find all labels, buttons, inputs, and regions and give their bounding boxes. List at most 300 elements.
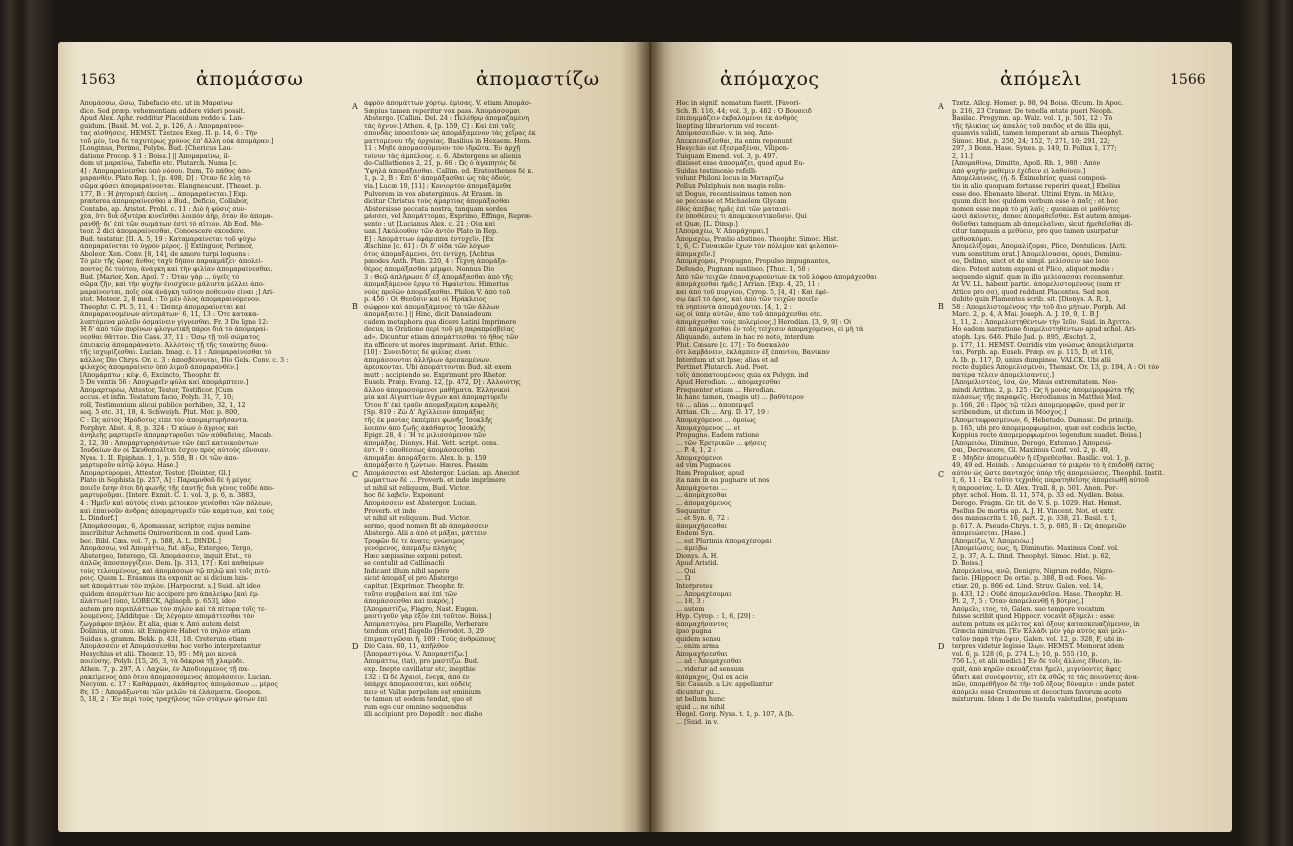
text-line: ποιεύσης. Polyb. [15, 26, 3, τὰ δάκρυα τῇ χλαμύδι. <box>80 658 245 666</box>
text-line: Theophr. C. Pl. 5, 11, 4 : Ὥσπερ ἀπομαραίνεται καὶ <box>80 303 247 311</box>
text-line: ... [Suid. in v. <box>676 718 719 726</box>
text-line: rum ego cur omnino sequendus <box>364 703 467 711</box>
text-line: [Ἀπομάρπτω ; κέψ. 6, Excincto, Theophr. fr. <box>80 371 221 379</box>
text-line: [Ἀπομαχέω, V. Ἀπομάχομαι.] <box>676 228 768 236</box>
text-line: ται, Porph. ap. Euseb. Præp. ev. p. 115, D, et 116, <box>952 349 1114 357</box>
text-line: ἀπόμαχος, Qui ex acie <box>676 673 749 681</box>
text-line: Ἀπομαχέω, Prælio abstineo. Theophr. Simoc. Hist. <box>676 235 839 243</box>
text-line: σώφρον καὶ ἀπομαξάμενος τὸ τῶν ἄλλων <box>364 303 500 311</box>
text-line: ... Qui <box>676 567 696 575</box>
text-line: σῶμα ζῆν, καὶ τὴν ψυχὴν ἐνισχύειν μάλιστα μέλλει ἀπο- <box>80 281 265 289</box>
text-line: ... Ἀπομαχέσομαι <box>676 590 732 598</box>
text-line: citur tamquam a μεθύειν, pro quo tamen usurpatur <box>952 228 1119 236</box>
text-line: Bud. testatur. [II. A. 5, 19 : Καταμαραίνεται τοῦ ψύχω <box>80 235 256 243</box>
text-line: 58 : Ἀπομελιστομένους τὴν τοῦ ἄιο μήτων. Porph. Ad <box>952 303 1126 311</box>
text-line: τοῦτο συμβαίνει καὶ ἐπὶ τῶν <box>364 590 457 598</box>
text-line: Dolinius, ut omu. sit Eningere Habet τὸ πηλὸν etiam <box>80 628 251 636</box>
text-line: terpres videtur legisse Ἰλῳν. HEMST. Memorat idem <box>952 643 1125 651</box>
text-line: ἐπὶ ἀπομάχεσθαι ἐν τοῖς τείχεσιν ἀπομαχόμενοι, εἰ μὴ τὰ <box>676 326 864 334</box>
text-line: ita nam in ea pugnare ut nos <box>676 477 770 485</box>
text-line: inscribitur Achmetis Oniroeriticon in cod. quod Lam- <box>80 530 252 538</box>
left-headword-right: ἀπομαστίζω <box>476 68 600 90</box>
right-page-number: 1566 <box>1170 72 1206 88</box>
text-line: νοὺς προϊὼν ἀπομάξασθαι. Philon V. ἀπὸ τοῦ <box>364 288 511 296</box>
text-line: ἀπὸ ψυχὴν μαθέμιν ἐχέδειν εἰ λαθοίνεν.] <box>952 167 1086 175</box>
text-line: 297, 3 Bonn. Hase. Synes. p. 149, D. Pollux 1, 177; <box>952 145 1117 153</box>
text-line: ρακείμενος ἀπὸ ὅτου ἀπομασσόμενος ἀπομάσσειν. Lucian. <box>80 673 272 681</box>
text-line: Græcia nimirum. [Ἐν Ἑλλάδι μὲν γὰρ αὐτὸς καὶ μελι- <box>952 628 1127 636</box>
text-line: Dio Cass. 60, 11, ἀπῆλθον <box>364 643 449 651</box>
text-line: ἀπομαχήσεσθαι <box>676 522 728 530</box>
text-line: 2, 11.] <box>952 152 973 160</box>
text-line: Epigr. 28, 4 : Ἢ τε μιλισσόμενον τῶν <box>364 432 486 440</box>
text-line: E] : Ἀπομάττων ἐφάμιππα ἐντυχεῖν. [Ex <box>364 235 494 243</box>
text-line: μία καὶ Αἰγυπτίων ἄγχων καὶ ἀπομαρτυρεῖν <box>364 394 508 402</box>
text-line: Apud Alex. Aphr. redditur Placeidum reddo s. Lan- <box>80 115 244 123</box>
text-line: mixturum. Idem 1 de De tuenda valetudine, postquam <box>952 696 1128 704</box>
left-margin-letter: C <box>352 470 359 479</box>
text-line: 11 : Μηδὲ ἀπομασσόμενον τὸν ἱδρῶτα. Ἐν ἀρχῇ <box>364 145 521 153</box>
text-line: Hæc sæpissime exponi potest. <box>364 552 463 560</box>
right-margin-letter: A <box>938 102 944 111</box>
text-line: dico. Sed præp. vehementiam addere videri possit. <box>80 107 246 115</box>
text-line: p. 617. A. Pseudo-Chrys. t. 5, p. 685, B : Ὡς ἀπομειῶν <box>952 522 1127 530</box>
text-line: κάλλος Dio Chrys. Or. c. 3 : ἀποσβέννυται, Dio Gels. Conv. c. 3 : <box>80 356 289 364</box>
text-line: Tzetz. Allcg. Homer. p. 98, 94 Boiss. Œcum. In Apoc. <box>952 100 1124 107</box>
text-line: Pl. 2, 7, 5 : Ὅταν ἀπομελανθῇ ἡ βότρυς.] <box>952 598 1084 606</box>
text-line: λυπτόμενα μόλεῦν ὀσμαίνειν γίγνεσθαι. Fr. 3 De Igne 12: <box>80 318 269 326</box>
text-line: τοὺς τελουμένους, καὶ ἀπομάσσων τῷ πηλῷ καὶ τοῖς πιτύ- <box>80 567 271 575</box>
text-line: ὅτος ἀπομαξάμενοι, ὅτι ἐντύχη. [Achtus <box>364 250 495 258</box>
text-line: quamvis validi, tamen temperant ab armis Theophyl. <box>952 130 1124 138</box>
text-line: ut nihil sit reliquum, Bud. Victor. <box>364 484 471 492</box>
text-line: ἀπομαραινομένων αὐτομάτων· 6, 11, 13 : Ὅτε κατακα- <box>80 311 259 319</box>
left-margin-letter: B <box>352 302 358 311</box>
left-column-2 <box>364 100 640 719</box>
text-line: λουμένοις. [Additque : Ὡς λέγομεν ἀπομάττεσθαι τὸν <box>80 613 255 621</box>
text-line: ... videtur ad sensum <box>676 666 744 674</box>
text-line: Hesychius et alii. Theœcr. 15, 95 : Μὴ μοι κενεά <box>80 650 237 658</box>
right-margin-letter: D <box>938 642 945 651</box>
text-line: ipso pugna <box>676 628 712 636</box>
text-line: 177, B : Ἡ ῥητορική ἐκείνη ... ἀπομαραίνεται.] Exp. <box>80 190 248 198</box>
text-line: dico. Potest autem exponi et Plico, aliquot modis : <box>952 266 1114 274</box>
text-line: Psellus De mortis ap. A. J. H. Vincent. Not. et extr. <box>952 507 1115 515</box>
text-line: ... Ὧ <box>676 575 691 583</box>
text-line: At VV. LL. habent partic. ἀπομελιστομένους (sum rr <box>952 281 1121 289</box>
text-line: ... τῶν Ἐρετρικῶν ... φήσεις <box>676 439 767 447</box>
text-line: ... est Plurimis ἀπομαχέσομαι <box>676 537 772 545</box>
text-line: exp. Inepte cavillatur etc, inepthie <box>364 666 476 674</box>
text-line: ad«. Dicuntur etiam ἀπομάττεσθαι τὸ ἦθος τῶν <box>364 333 519 341</box>
text-line: ὑπάρχε ἀπομασσάται, καὶ οὐδεὶς <box>364 681 472 689</box>
text-line: 8v, 15 : Ἀπομάξωνται τῶν μελῶν τὰ ἐλάσματα. Geopon. <box>80 688 263 696</box>
text-line: χέα, ὅτι διὰ ὀξυτέρα κινεῖσθαι λοιπὸν ἀὴρ, ὅταν ἂν ἀπομα- <box>80 213 273 221</box>
text-line: πειν et Vallæ perpelam est ominium <box>364 688 481 696</box>
text-line: Ἀπομαστιγόω, pro Flagello, Verberare <box>364 620 489 628</box>
text-line: Suidas s. gramm. Bekk. p. 431, 18. Creterum etiam <box>80 635 247 643</box>
text-line: E : Μηδὲν ἀπομειωθὲν ἢ ἐξηρεθέσθαι. Basilic. vol. 1, p. <box>952 454 1131 462</box>
text-line: μαραίνονται, ποῖς οὐκ ἀνάγκη τοῦτον ποθεινὸν εἶναι ;] Ari- <box>80 288 275 296</box>
text-line: [10] : Συνειδότες δὲ φιλίας εἶναι <box>364 349 471 357</box>
left-column-1 <box>80 100 348 704</box>
text-line: nomen esse παρὰ τὸ μὴ λαΐς : quoniam οἱ μαθόντες <box>952 205 1120 213</box>
text-line: Ἀπομαχόμενοι ... ὁμοίως <box>676 416 756 424</box>
text-line: Simoc. Hist. p. 250, 24; 152, 7; 271, 10; 291, 22; <box>952 137 1110 145</box>
text-line: Abstergo. Alii a ἀπό et μάξαι, μάττειν <box>364 530 487 538</box>
text-line: capitur. [Exprimor. Theophr. fr. <box>364 583 465 590</box>
text-line: sento : ut [Lucianus Alex. c. 21 ; Οἶα καὶ <box>364 220 496 228</box>
text-line: Plato in Sophista [p. 257, A] : Παραμυθοῦ δὲ ἡ μέγας <box>80 477 252 485</box>
text-line: Ἀπομάσσειν est Abstergor. Lucian. <box>364 499 477 507</box>
text-line: φιλαχὸς ἀπομαραίνειν ὑπὸ λιμοῦ ἀπομαρανθέν.] <box>80 364 239 372</box>
text-line: des manuscrits t. 16, part. 2, p. 338, 21. Basil. t. 1, <box>952 515 1117 523</box>
text-line: ἄλλου ἀπομασσόμενοι μαθήματα. Ἐλληνικοί <box>364 386 510 394</box>
text-line: stot. Meteor. 2, 8 med. : Τὸ μὲν ὅλος ἀπομαραινόμενον. <box>80 296 261 304</box>
text-line: p. 166, 26 : Πρὸς τῷ τέλει ἀπομεμορφῶν, quod per ir <box>952 401 1125 409</box>
right-column-2 <box>952 100 1214 704</box>
text-line: ... ἀπομάχεσθαι <box>676 492 728 500</box>
text-line: bec. Bibl. Cæs. vol. 7, p. 588, A. L. DINDL.] <box>80 537 221 545</box>
text-line: ἀπομάχεσθαι ἡμᾶς.] Arrian. [Exp. 4, 25, 11 : <box>676 281 820 289</box>
text-line: Æschine [c. 61] : Οἱ δ' οἶδα τῶν λόγων <box>364 243 490 251</box>
text-line: ὡσεὶ ἀκίοντες, donec ἀπομαθεῖσθαι. Est autem ἀπομα- <box>952 213 1132 221</box>
text-line: pæodes Anth. Plan. 220, 4 : Τέχνῃ ἀπομάξα- <box>364 258 508 266</box>
text-line: Apud Herodian. ... ἀπομαχεσθαι <box>676 379 781 387</box>
text-line: p. 165, ubi pro ἀπομεμορφωμένοι, quæ est codicis lectio, <box>952 424 1138 432</box>
text-line: Ἀπεκπεσαξέσθαι, ita enim reponunt <box>676 137 793 145</box>
text-line: ... P. 4, 1, 2 : <box>676 447 716 455</box>
text-line: accus. et infin. Testatum facio, Polyb. 31, 7, 10; <box>80 394 234 402</box>
text-line: Ἀπομαχόμενος ... et <box>676 424 741 432</box>
text-line: roll, Testimonium alicui publice perhibeo, 32, 1, 12 <box>80 401 246 409</box>
text-line: dubito quin Plamentes scrib. sit. [Dionys. A. R. 1, <box>952 296 1112 304</box>
text-line: scribendum, ut dictum in Μόσχος.] <box>952 409 1067 417</box>
text-line: Ἀπομελίζομαι, Ἀπομαλίζομαι, Plico, Dentulices. [Acti. <box>952 243 1127 251</box>
text-line: ἀφρὸν ἀπομάττων χόρτῳ. ἐμίσας. V. etiam Ἀπομάσ- <box>364 100 532 107</box>
text-line: Eodem Syn. <box>676 530 715 538</box>
text-line: ἡ παρουσίας. L. D. Alex. Trall. 8, p. 501. Anon. Por- <box>952 484 1118 492</box>
text-line: Ἀπομάχονται ... <box>676 484 728 492</box>
text-line: hoc δὲ λαβεῖν. Exponunt <box>364 492 444 500</box>
text-line: Hesychio est ἐξεσμαξέναι, Vilipen- <box>676 145 789 153</box>
text-line: μαρτυροῦν αὐτῷ λόγω. Hase.] <box>80 462 178 470</box>
text-line: ματτομένου τῆς ὀρχαίας. Basilius in Hexaem. Hom. <box>364 137 532 145</box>
right-headword-left: ἀπόμαχος <box>720 68 820 90</box>
left-headword-left: ἀπομάσσω <box>196 68 304 90</box>
text-line: eo, Delimo, sinct et de simpl. μελίσσειν sao loco <box>952 258 1109 266</box>
text-line: Euseb. Præp. Evang. 12, [p. 472, D] : Ἀλλοιότης <box>364 379 521 387</box>
text-line: ... autem <box>676 605 705 613</box>
text-line: ροις. Quem L. Erasmus ita exponit ac si dicium luis- <box>80 575 249 583</box>
text-line: τὸ ... alias ... ἀποπεμψεῖ <box>676 401 754 409</box>
text-line: Ἀπομαχήσεσθαι <box>676 650 728 658</box>
text-line: [Ἀπομείωσις, εως, ἡ, Diminutio. Maximus Conf. vol. <box>952 545 1119 553</box>
text-line: [Ἀπομαστιγόω. V. Ἀπομαστίζω.] <box>364 650 468 658</box>
text-line: ἁπλῶς ἀποσπογγίζειν. Dem. [p. 313, 17] : Καὶ καθαίρων <box>80 560 264 568</box>
text-line: τὰ νηπίοντα ἀπομάχονται. [4, 1, 2 : <box>676 303 792 311</box>
text-line: ἐν ὑποθέσεις τι ἀπομεκοιστικοῦσιν. Qui <box>676 213 807 221</box>
text-line: autem potum ex μέλιτος καὶ ὄξους κατασκευαζόμενον, in <box>952 620 1140 628</box>
text-line: ad vim Pugnaces <box>676 462 731 470</box>
text-line: recte duplics Ἀπομελισμένοι, Themist. Or. 13, p. 194, A : Οἷ τὸν <box>952 364 1160 372</box>
text-line: μαστιγοῦν γὰρ ἐξὸν ἐπὶ τοῦτον. Boiss.] <box>364 613 492 621</box>
text-line: Ὑψηλὰ ἀπομάξασθαι. Callim. ed. Εratosthenes δὲ κ. <box>364 167 534 175</box>
text-line: teor. 2 dici ἀπομαραίνεσθαι, Conoescere excedere. <box>80 228 246 236</box>
text-line: vol. 6, p. 128 (6, p. 274 L.); 10, p. 555 (10, p. <box>952 650 1098 658</box>
text-line: Ἀπομέλαινοις, (ἡ. δ. Eximebrior, quasi composi- <box>952 175 1108 183</box>
right-page <box>650 42 1232 832</box>
text-line: Hegel. Gorg. Nyss. t. 1, p. 107, A [b. <box>676 711 794 719</box>
text-line: Ἀπομασσειδών. v. in seq. Ἀπο- <box>676 130 774 138</box>
text-line: Ἀπομελαίνω, ανῶ, Denigro, Nigrum reddo, Nigre- <box>952 567 1115 575</box>
text-line: Pulverem in vos abstergimus. At Erasm. in <box>364 190 503 198</box>
text-line: L. Dindorf.] <box>80 515 118 523</box>
text-line: ut nihil sit reliquum. Bud. Victor. <box>364 515 471 523</box>
text-line: et Quæ, [L. Dinsp.] <box>676 220 738 228</box>
text-line: tio in alio quoquam fortasse reperiri queat,] Ebelius <box>952 183 1121 191</box>
text-line: D. Boiss.] <box>952 560 983 568</box>
text-line: Interdum ut sit Ipse; alias et ad <box>676 356 779 364</box>
text-line: Proverb. et inde <box>364 507 417 515</box>
text-line: ἐπιεικείᾳ ἀπομαράναντο. Ἀλλότοις τῇ τῆς τοιαύτης δυνα- <box>80 341 269 349</box>
text-line: μάσσει, vel Ἀπομάττομαι, Exprimo, Effingo, Repræ- <box>364 213 533 221</box>
text-line: do-Callisthenes 2, 21, p. 66 : Ὡς ὁ ἀγαπητὸς δὲ <box>364 160 517 168</box>
text-line: Hoc in signif. nomatum fuerit. [Favori- <box>676 100 801 107</box>
text-line: ὡς οἱ ὑπὲρ αὐτῶν, ἀπὸ τοῦ ἀπομάχεσθαι etc. <box>676 311 823 319</box>
text-line: Plut. Cæsare [c. 17] : Τὸ δυσκαλὸν <box>676 341 790 349</box>
text-line: Koppius recte ἀπομεμορφωμένοι legendum suadet. Boiss.] <box>952 432 1142 440</box>
text-line: τὰς ὄχνυν.] Athen. 4, [p. 159, C] : Καὶ ἐπὶ ταῖς <box>364 122 515 130</box>
text-line: sequendo signif. quæ in illo μελίσασσαι recensentur. <box>952 273 1125 281</box>
text-line: 2, p. 37, A. L. Dind. Theophyl. Simoc. Hist. p. 62, <box>952 552 1111 560</box>
text-line: nt bellum hunc <box>676 696 725 704</box>
text-line: ἀνηλεὴς μαρτυρεῖν ἀπομαρτυροῦσι τῶν αὐθαδείας. Macab. <box>80 432 273 440</box>
text-line: πλάσεως τῆς παραφεῖς. Herodianus in Matthei Med. <box>952 394 1123 402</box>
text-line: ... ἀπομαχόμενος <box>676 499 732 507</box>
text-line: p. 456 : Οἱ Θεοῦσιν καὶ οἱ Ἡράκλειος <box>364 296 487 304</box>
text-line: phyr. schol. Hom. Il. 11, 574, p. 33 ed. Nydlen. Boiss. <box>952 492 1125 500</box>
text-line: ρανθῇ· δι' ἐπὶ τῶν σωμάτων ἐστὶ τὸ αἴτιον. Ab Eod. Me- <box>80 220 264 228</box>
left-margin-letter: D <box>352 642 359 651</box>
text-line: dem ut μαραίνω, Tabefio etc. Plutarch. Numa [c. <box>80 160 238 168</box>
text-line: Hyp. Cyrop. : 1, 6, [29] : <box>676 613 755 621</box>
text-line: Ἀπομάχομαι, Propugno, Propulso impugnantes, <box>676 258 831 266</box>
text-line: In hanc tamen, (magis ut) ... βαθύτερον <box>676 394 804 402</box>
text-line: ποιεῖν ἔσην ὅτοι δὴ φωνῆς τῆς ἑαυτῆς διὰ γένος τοῦδε ἀπο- <box>80 484 275 492</box>
text-line: Bud. [Marior, Xen. Apol. 7 : Ὅταν γὰρ ... ὑγεῖς τὸ <box>80 273 240 281</box>
text-line: dicuntur gu... <box>676 688 721 696</box>
text-line: ζωγράφον πηλὸν. Et alia, quæ v. Ἀπὸ autem deist <box>80 620 240 628</box>
text-line: ἐπιμαστιγῶσαι ἢ, 169 : Τοὺς ἀνθρώπους <box>364 635 496 643</box>
text-line: μαρτυροῦμαι. [Interr. Exmit. C. 1. vol. 3, p. 6, n. 3883, <box>80 492 256 500</box>
text-line: quit, ἀπὸ κηρῶν σκευάζεται ἤμελι, μιγνύοντες ἄφες <box>952 666 1122 674</box>
text-line: Ἀπομαρτύρομαι, Attestor, Testor. [Deinter, Gl.] <box>80 469 231 477</box>
text-line: Necyom. c. 17 : Καθάρμασι, ἀκάθαρτος ἀπομάσσων ... μέρος <box>80 681 278 689</box>
text-line: se peccasse et Michaelem Glycam <box>676 198 787 206</box>
text-line: Ἀπομάσσεται est Abstergor. Lucian. ap. Aneciot <box>364 469 520 477</box>
text-line: fuisse scribit quod Hippocr. vocavit ὀξύμελι : esse <box>952 613 1115 621</box>
right-margin-letter: B <box>938 302 944 311</box>
text-line: τοῖς ἀποπατουμένοις quia ex Polygn. ind <box>676 371 809 379</box>
text-line: Ho eadem narratione διαμελιστηθέντων apud schol. Ari- <box>952 326 1137 334</box>
text-line: ἀπομαραίνεται τὸ ὑγρὸν μέρος. || Extinguor, Perimor, <box>80 243 254 251</box>
text-line: ... 18, 3 : <box>676 598 705 606</box>
text-line: Ἀπομαρτυρέω, Attestor, Testor, Testificor. [Cum <box>80 386 233 394</box>
text-line: 132 : Ὦ δὲ Ἀχαιοὶ, ἔνεγκ, ἀπό ἐν <box>364 673 470 681</box>
text-line: ἀρέσκονται. Ubi ἀπομάττονται Bud. sit exem <box>364 364 512 372</box>
text-line: μαρανθέν. Plato Rep. 1, [p. 498, D] : Ὅταν δὲ λύῃ τὸ <box>80 175 251 183</box>
text-line: Propugno. Eadem ratione <box>676 432 760 440</box>
text-line: uan.] Ἀκόλουθον τῶν ἀντὸν Plato in Rep. <box>364 228 499 236</box>
text-line: ὕδατι καὶ συνέψοντες, εἶτ ἐκ σθῶς τε τὰς ποιούντες ἀνα- <box>952 673 1140 681</box>
text-line: ἀπομαχεῖν.] <box>676 250 715 258</box>
text-line: ἔθος ἀπέβας ἡμᾶς ἐπὶ τῶν ματαισί- <box>676 205 791 213</box>
text-line: A. Ib. p. 117, D, unius dumpinee. VALCK. Ubi alii <box>952 356 1111 364</box>
text-line: dixisset esse ἀποσμάζει, quod apud Eu- <box>676 160 805 168</box>
text-line: Ἀπομάσσειν et Ἀπομάσσεσθαι hoc verbo interpretantur <box>80 643 261 651</box>
text-line: ... ad : Ἀπομάχεσθαι <box>676 658 742 666</box>
text-line: Abstergeo, Interego, Gl. Ἀπομάσσειν, inquit Etst., τὸ <box>80 552 252 560</box>
text-line: ἀπομάξαι ἀπομάξαιτο. Alex. b. p. 159 <box>364 454 487 462</box>
text-line: Nyss. 1. II. Epiphan. 1, 1, p. 558, B : Οἱ τῶν ἀπο- <box>80 454 239 462</box>
text-line: ποντος δὲ τούτου, ἀνάγκη καὶ τὴν φιλίαν ἀπομαραίνεσθαι. <box>80 266 273 274</box>
text-line: αὐτὸν ὡς ὥστε πανταχὸς ὑπὸρ τῆς ἀπομειώσεις. Theophil. Instit. <box>952 469 1164 477</box>
text-line: θέρος ἀπομάξασθαι μέμφει. Nonnus Dio <box>364 266 495 274</box>
text-line: 2, 12, 30 : Ἀπομαρτυρησάντων τῶν ἐκεῖ κατοικούντων <box>80 439 259 447</box>
text-line: ἐπιπομμάζειν ἐκβαλόμενοι ἐκ ἀνθρὸς <box>676 115 798 123</box>
text-line: 5, 18, 2 : Ἔν περὶ τούς τραχήλους τῶν στάγων φύτων ἐπὶ <box>80 696 268 704</box>
text-line: τῆς ἐκ μανίας ἐκπέμπει φωνῆς Ἰσοκλῆς <box>364 416 493 424</box>
text-line: Sequantur <box>676 507 711 515</box>
text-line: quum dicit hoc quidem verbum esse ὁ παῖς : et hoc <box>952 198 1119 206</box>
text-line: Item Propulsor, apud <box>676 469 745 477</box>
text-line: Basilac. Progymn. ap. Walz. vol. 1, p. 501, 12 : Τὸ <box>952 115 1113 123</box>
text-line: τῆς ἡλικίας ὡς ἀπαλὸς τοῦ παιδὸς et de illis qui, <box>952 122 1111 130</box>
text-line: καὶ ἀπὸ τοῦ πυργίου, Cyrop. 5, [4, 4] : Καὶ ἐφέ- <box>676 288 829 296</box>
text-line: [Ἀπομαθίνω, Dimitto, Apoll. Rh. 1, 980 : Ἀπὸν <box>952 160 1101 168</box>
text-line: μωματτων δὲ ... Proverb. et inde imprimere <box>364 477 506 485</box>
text-line: vum sonstitum erat.] Ἀπομελίσασαι, ὀρυσι, Deminu- <box>952 250 1122 258</box>
text-line: σῳ ἐκεῖ τὸ ὄρος, καὶ ἀπὸ τῶν τειχῶν ποιεῖν <box>676 296 818 304</box>
text-line: Pollux Polziphuis non magis relin- <box>676 183 786 191</box>
text-line: Aboleor. Xen. Conv. [8, 14], de amore turpi loquens : <box>80 250 251 258</box>
text-line: ... ἀμείβω <box>676 545 708 553</box>
text-line: Ἀπομάττω, (tat), pro μαστίζω. Bud. <box>364 658 480 666</box>
text-line: πῶν, ὑπομεθῆγον δὲ τὴν τοῦ ὄξους δύναμιν : unde patet <box>952 681 1135 689</box>
text-line: Ἰουδαίων ἃν οἱ Σκυθοπολῖται ἔσχον πρὸς αὐτοὺς εὔνοιαν. <box>80 447 271 455</box>
text-line: mutt : accipiendo se. Exprimunt pro Rhetor. <box>364 371 507 379</box>
text-line: Ὅτου δ' ἐκὶ τραῦν ἀπομαξαμένη κεφαλῆς <box>364 401 498 409</box>
text-line: ita efficere ut mores imprimant. Arist. Ethic. <box>364 341 509 349</box>
text-line: [Longinus, Perimo, Polybs. Bud. [Chericus Lau- <box>80 145 233 153</box>
text-line: esse deo. Ebenaste liberat. Ultimi Etym. in Μέλιν, <box>952 190 1116 198</box>
text-line: quidem ἀπομάττων hic accipere pro ἀπαλείφω [καὶ ἐμ- <box>80 590 260 598</box>
text-line: ἀπόμελι esse Cremorem et decoctum favorum aceto <box>952 688 1122 696</box>
text-line: Ἀπομάσσω, ῶσω, Tabefacio etc. ut in Μαραίνω <box>80 100 233 107</box>
left-margin-letter: A <box>352 102 358 111</box>
text-line: tendum erat] flagello [Herodot. 3, 29 <box>364 628 484 636</box>
text-line: 3 : Θεῷ ἀπλήρωσε δ' ἐξ ἀπομάξασθαι ἀπὸ τῆς <box>364 273 513 281</box>
text-line: Sæpius tamen reperitur vox pass. Ἀπομάσσομαι <box>364 107 521 115</box>
text-line: guidum. [Basil. M. vol. 2, p. 126, A : Ἀπομαραίνον- <box>80 122 245 130</box>
text-line: Ἀπὸ τῶν τειχῶν ἐπαναχωρούντων ἐκ τοῦ λόφου ἀπομάχεσθαι <box>676 273 877 281</box>
text-line: ... et Syn. 6, 72 : <box>676 515 730 523</box>
text-line: τας αἰσθήσεις. HEMST. Tzetzes Exeg. II. p. 14, 6 : Τὴν <box>80 130 258 138</box>
text-line: Porphyr. Abst. 4, 8, p. 324 : Ὅ κύων ὁ ἄγριος καὶ <box>80 424 239 432</box>
text-line: θοῦσθαι tamquam ab ἀπομελαῖναι, sicut ἠμεθεῖσθαι di- <box>952 220 1133 228</box>
text-line: Attice pro σσ), quod reddunt Placentes. Sed non <box>952 288 1110 296</box>
text-line: ἀπομαχήσαντος <box>676 620 729 628</box>
text-line: Ἀπομαχόμενοι <box>676 454 723 462</box>
text-line: 4] : Ἀπομαραίνεσθαι ὑπὸ νόσου. Item, Τὸ πάθος ἀπο- <box>80 167 253 175</box>
text-line: σπονδὰς ὑποσεῖσαν ὡς ἀπομάξαμενον τὰς χεῖρας ἐκ <box>364 130 536 138</box>
text-line: τοῦ μὲν, ἵνα δὲ ταχυτέρως χρόνος ἐπ' ἄλλη οὐκ ἀπομάραν.] <box>80 137 274 145</box>
text-line: σῶμα φύσει ἀπομαραίνονται. Elangnescunt. [Theaet. p. <box>80 183 262 191</box>
text-line: illi accipiunt pro Depedit : nec diabo <box>364 711 483 719</box>
right-margin-letter: C <box>938 470 945 479</box>
text-line: Aliquando, autem in hac re noto, interdum <box>676 333 815 341</box>
text-line: 4 : Ἡμεῖν καὶ αὐτοὺς εἰναι μέτοικον γενέσθαι τῶν πόλεων, <box>80 499 273 507</box>
text-line: Τρυφῶν δὲ τε ἀνατε; γνώσιμος <box>364 537 465 545</box>
text-line: 5 De ventis 56 : Ἀποχωρεῖν φύλα καὶ ἀπομάρπτειν.] <box>80 379 249 387</box>
text-line: set ἀπομάττων τὸν πηλὸν. [Harpocrat. s.] Suid. alt ideo <box>80 583 261 590</box>
text-line: Ἡ δ' ἀπὸ τῶν πυρίνων φλογωτικὴ πάροι διὰ τὸ ἀπομαραί- <box>80 326 269 334</box>
text-line: Derogo. Fragm. Gr. tit. de V. S. p. 1029. Hat. Hemst. <box>952 499 1122 507</box>
text-line: 1, 11, 2. : Ἀπομελιστηθέντων τὴν Ἰεῦν. Suid. in Ἀχιττο. <box>952 318 1132 326</box>
text-line: ἀπομειώσεται. [Hase.] <box>952 530 1026 538</box>
left-page <box>58 42 650 832</box>
text-line: Abstergo. [Callim. Del. 24 : Πελέθρῳ ἀπομαζαμένη <box>364 115 529 123</box>
text-line: cadem metaphora qua dicere Latini Imprimere <box>364 318 517 326</box>
text-line: [Sp. 819 : Ζὼ Δ' Ἀχίλλειον ἀπομάξας <box>364 409 485 417</box>
text-line: γενόμενος, ἀπεμάξω πληγὰς <box>364 545 457 553</box>
text-line: Τὸ μὲν τῆς ὥρας ἄνθος ταχὺ δήπου παρακμάζει· ἀπολεί- <box>80 258 264 266</box>
text-line: Indicant illum nihil sapere <box>364 567 450 575</box>
text-line: sicut ἀπομάξ el pro Abstergo <box>364 575 459 583</box>
text-line: ὅτι λαμβάνειν, ἐκλάμπειν ἐξ ἐπαντου, Βανίκαν <box>676 349 830 357</box>
text-line: sermo, quod nomen fit ab ἀπομάσσειν <box>364 522 489 530</box>
text-line: [Ἀπομελιστέος, ἴσα, ὤν, Minus extremitatem. Neo- <box>952 379 1118 387</box>
text-line: te tamen ut eodem tendat, quo et <box>364 696 473 704</box>
text-line: datione Procop. § 1 : Boiss.] || Ἀπομαραίνω, il- <box>80 152 230 160</box>
text-line: decus, in Oratione περὶ τοῦ μὴ παραπρεσβείας <box>364 326 515 334</box>
text-line: Apud Aristid. <box>676 560 719 568</box>
text-line: p. 433, 12 : Οὐδὲ ἀπομελανθεῖσα. Hase. Theophr. H. <box>952 590 1123 598</box>
text-line: ἀπομάξας. Dionys. Hal. Vett. script. cens. <box>364 439 499 447</box>
text-line: p. 216, 23 Cramer. De tenella ætate pueri Neoph. <box>952 107 1114 115</box>
text-line: mindi Arithm. 2, p. 125 : Ὡς ἡ μονὰς ἀπομεμορφώτα τῆς <box>952 386 1135 394</box>
text-line: τῆς ἰσχυρίζεσθαι. Lucian. Imag. c. 11 : Ἀπομαραίνεσθαι τὸ <box>80 349 272 357</box>
text-line: [Ἀπομαστίζω, Flagro, Nast. Eugen. <box>364 605 479 613</box>
text-line: τοίνυν τὰς ἀμπέλους. c. 6. Abstergens se alienis <box>364 152 522 160</box>
text-line: 49, 49 ed. Heimb. : Ἀπομειώσασ τό μικρὸν τὸ ἡ ἐπιδοθῆ ἐκτὸς <box>952 462 1154 470</box>
text-line: ctiar. 20, p. 866 ed. Lind. Struv. Galen. vol. 14, <box>952 583 1104 590</box>
text-line: 756 L.), et alii medici.] Ἐν δὲ τοῖς ἄλλοις ἔθνεσι, in- <box>952 658 1122 666</box>
text-line: Ἀπομάσσω, vel Ἀπομάττω, fut. ἀξω, Extergeo, Tergo, <box>80 545 253 553</box>
text-line: Sch. B. 116, 44; vol. 3, p. 482 : Ὁ Βουσειδ <box>676 107 812 115</box>
text-line: [Ἀπομάσσομαι, 6, Apomassar, scriptor, cujus nomine <box>80 522 251 530</box>
text-line: Suidas testimonio refelli- <box>676 167 758 175</box>
text-line: Tuiquam Emend. vol. 3, p. 497. <box>676 152 778 160</box>
text-line: facio. [Hippocr. De ortie. p. 388, B ed. Foes. Ve- <box>952 575 1107 583</box>
text-line: σαι, Decrescere, Gl. Maximus Conf. vol. 2, p. 49, <box>952 447 1110 455</box>
text-line: Ἀπόμελι, ιτος, τό, Galen. suo tempore vocatum <box>952 605 1105 613</box>
text-line: C : Ὡς αὐτὸς Ἡρόδοτος εἶπε τὸν ἀπομαρτυρήσαντα. <box>80 416 249 424</box>
text-line: Inepting librariorum vel recent- <box>676 122 780 130</box>
text-line: Pertinet Plutarch. Aud. Poet. <box>676 364 769 372</box>
text-line: quid ... ne nihil <box>676 703 725 711</box>
